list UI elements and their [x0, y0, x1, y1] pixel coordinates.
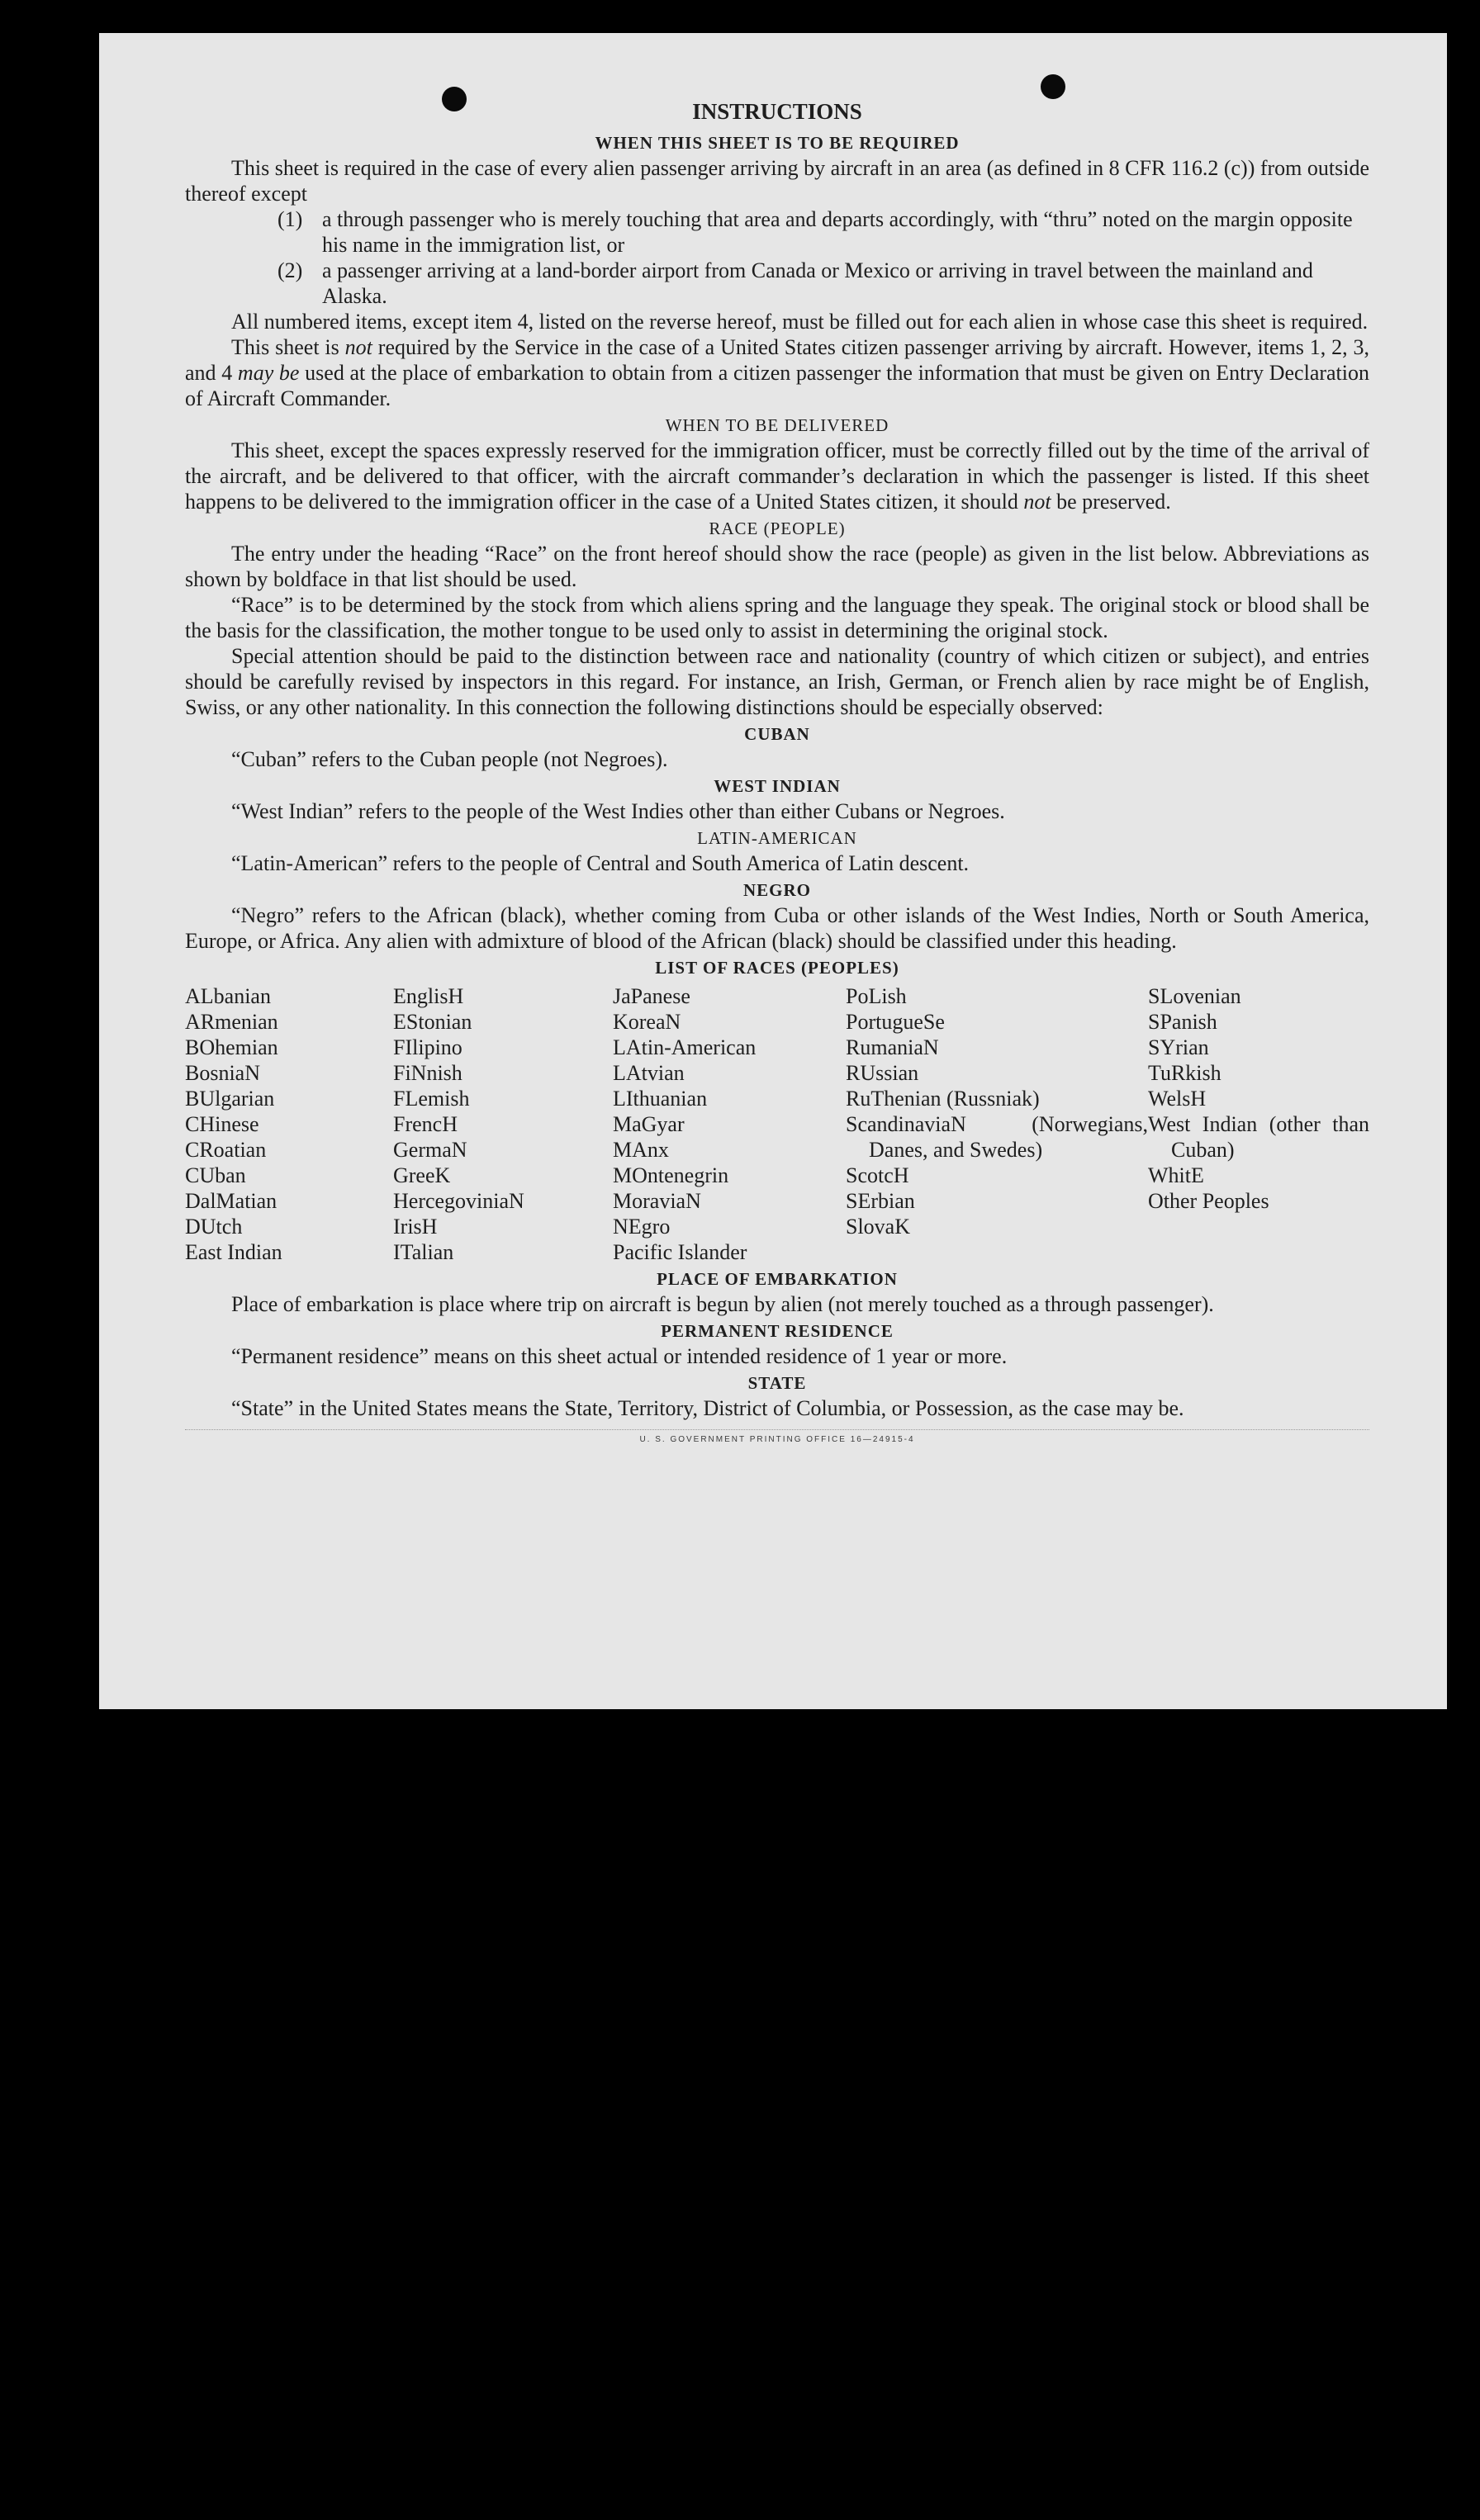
race-entry: MaGyar	[613, 1112, 685, 1136]
citizen-text-part: used at the place of embarkation to obtain from a citizen passenger the information that must be given on Entry Declaration of Aircraft Commander.	[185, 361, 1369, 410]
document-sheet	[99, 33, 1447, 1709]
race-entry: EStonian	[393, 1010, 472, 1034]
race-entry: FiNnish	[393, 1061, 462, 1085]
races-column	[1148, 983, 1369, 1265]
race-entry: TuRkish	[1148, 1061, 1221, 1085]
race-entry: RumaniaN	[846, 1035, 939, 1059]
race-entry: LAtvian	[613, 1061, 685, 1085]
when-required-intro: This sheet is required in the case of every alien passenger arriving by aircraft in an area (as defined in 8 CFR 116.2 (c)) from outside thereof except	[185, 156, 1369, 206]
race-entry: Other Peoples	[1148, 1189, 1269, 1213]
exception-item-2	[185, 258, 1369, 309]
race-entry: ITalian	[393, 1240, 454, 1264]
section-heading-when-delivered: WHEN TO BE DELIVERED	[665, 415, 889, 435]
race-entry: GreeK	[393, 1163, 451, 1187]
race-entry: MAnx	[613, 1138, 669, 1162]
section-latin-american	[185, 826, 1369, 876]
citizen-paragraph	[185, 334, 1369, 411]
west-indian-definition: “West Indian” refers to the people of the West Indies other than either Cubans or Negroes.	[231, 799, 1005, 823]
race-entry: ARmenian	[185, 1010, 278, 1034]
race-entry: Pacific Islander	[613, 1240, 747, 1264]
race-paragraph-2: “Race” is to be determined by the stock from which aliens spring and the language they speak. The original stock or blood shall be the basis for the classification, the mother tongue to be used only to assist in determining the original stock.	[185, 593, 1369, 642]
race-entry: DalMatian	[185, 1189, 278, 1213]
section-heading-negro: NEGRO	[742, 880, 811, 900]
race-entry: GermaN	[393, 1138, 467, 1162]
embarkation-definition: Place of embarkation is place where trip on aircraft is begun by alien (not merely touched as a through passenger).	[231, 1292, 1214, 1316]
race-entry: PoLish	[846, 984, 907, 1008]
race-entry: FLemish	[393, 1087, 470, 1111]
race-entry: EnglisH	[393, 984, 464, 1008]
race-entry: RuThenian (Russniak)	[846, 1087, 1040, 1111]
race-entry: FIlipino	[393, 1035, 462, 1059]
race-entry: KoreaN	[613, 1010, 681, 1034]
races-column	[185, 983, 393, 1265]
cuban-definition: “Cuban” refers to the Cuban people (not Negroes).	[231, 747, 668, 771]
section-state	[185, 1371, 1369, 1421]
races-column	[846, 983, 1148, 1265]
printer-footer: U. S. GOVERNMENT PRINTING OFFICE 16—24915-4	[185, 1429, 1369, 1444]
section-heading-permanent-residence: PERMANENT RESIDENCE	[661, 1321, 894, 1341]
race-entry: HercegoviniaN	[393, 1189, 524, 1213]
punch-hole-right	[1041, 74, 1065, 99]
race-paragraph-1: The entry under the heading “Race” on the front hereof should show the race (people) as given in the list below. Abbreviations as shown by boldface in that list should be used.	[185, 542, 1369, 591]
section-heading-embarkation: PLACE OF EMBARKATION	[657, 1269, 898, 1289]
section-when-required	[185, 130, 1369, 411]
section-heading-list-of-races: LIST OF RACES (PEOPLES)	[655, 958, 899, 978]
section-when-delivered	[185, 413, 1369, 514]
race-entry: PortugueSe	[846, 1010, 945, 1034]
exception-number: (1)	[278, 207, 303, 231]
race-entry: MoraviaN	[613, 1189, 701, 1213]
race-entry: BosniaN	[185, 1061, 260, 1085]
race-entry: SLovenian	[1148, 984, 1241, 1008]
section-race	[185, 516, 1369, 720]
race-entry: SErbian	[846, 1189, 915, 1213]
when-delivered-paragraph	[185, 438, 1369, 514]
race-entry: SPanish	[1148, 1010, 1217, 1034]
race-paragraph-3: Special attention should be paid to the distinction between race and nationality (country of which citizen or subject), and entries should be carefully revised by inspectors in this regard. For instance, an Irish, German, or French alien by race might be of English, Swiss, or any other nationality. In this connection the following distinctions should be especially observed:	[185, 644, 1369, 719]
race-entry: WelsH	[1148, 1087, 1207, 1111]
races-column	[393, 983, 613, 1265]
race-entry: IrisH	[393, 1215, 438, 1239]
section-cuban	[185, 722, 1369, 772]
race-entry: SYrian	[1148, 1035, 1209, 1059]
delivered-text-part: be preserved.	[1051, 490, 1171, 514]
race-entry: West Indian (other than Cuban)	[1148, 1112, 1369, 1162]
race-entry: ALbanian	[185, 984, 271, 1008]
race-entry: LIthuanian	[613, 1087, 708, 1111]
exception-item-1	[185, 206, 1369, 258]
punch-hole-left	[442, 87, 467, 111]
race-entry: ScandinaviaN (Norwegians, Danes, and Swedes)	[846, 1112, 1148, 1162]
citizen-text-part: This sheet is	[231, 335, 345, 359]
citizen-text-emphasis: may be	[237, 361, 300, 385]
race-entry: CRoatian	[185, 1138, 267, 1162]
race-entry: WhitE	[1148, 1163, 1204, 1187]
state-definition: “State” in the United States means the State, Territory, District of Columbia, or Possession, as the case may be.	[231, 1396, 1184, 1420]
race-entry: BOhemian	[185, 1035, 278, 1059]
race-entry: NEgro	[613, 1215, 671, 1239]
races-grid	[185, 983, 1369, 1265]
race-entry: MOntenegrin	[613, 1163, 729, 1187]
race-entry: East Indian	[185, 1240, 282, 1264]
delivered-text-emphasis: not	[1023, 490, 1051, 514]
race-entry: SlovaK	[846, 1215, 910, 1239]
race-entry: CUban	[185, 1163, 246, 1187]
section-negro	[185, 878, 1369, 954]
race-entry: RUssian	[846, 1061, 919, 1085]
section-permanent-residence	[185, 1319, 1369, 1369]
negro-definition: “Negro” refers to the African (black), whether coming from Cuba or other islands of the West Indies, North or South America, Europe, or Africa. Any alien with admixture of blood of the African (black) should be classified under this heading.	[185, 903, 1369, 953]
section-embarkation	[185, 1267, 1369, 1317]
race-entry: ScotcH	[846, 1163, 909, 1187]
race-entry: BUlgarian	[185, 1087, 275, 1111]
page-title: INSTRUCTIONS	[692, 99, 862, 124]
section-list-of-races	[185, 955, 1369, 1265]
permanent-residence-definition: “Permanent residence” means on this sheet actual or intended residence of 1 year or more.	[231, 1344, 1008, 1368]
section-heading-race: RACE (PEOPLE)	[709, 519, 846, 538]
numbered-items-paragraph: All numbered items, except item 4, listed on the reverse hereof, must be filled out for each alien in whose case this sheet is required.	[231, 310, 1369, 334]
exception-text: a through passenger who is merely touching that area and departs accordingly, with “thru” noted on the margin opposite his name in the immigration list, or	[322, 207, 1353, 257]
citizen-text-part: required by the Service in the case of a United States citizen passenger arriving by aircraft. However, items 1, 2, 3, and 4	[185, 335, 1369, 385]
delivered-text-part: This sheet, except the spaces expressly reserved for the immigration officer, must be correctly filled out by the time of the arrival of the aircraft, and be delivered to that officer, with the aircraft commander’s declaration in which the passenger is listed. If this sheet happens to be delivered to the immigration officer in the case of a United States citizen, it should	[185, 438, 1369, 514]
latin-american-definition: “Latin-American” refers to the people of Central and South America of Latin descent.	[231, 851, 970, 875]
exception-number: (2)	[278, 258, 303, 282]
exception-text: a passenger arriving at a land-border airport from Canada or Mexico or arriving in travel between the mainland and Alaska.	[322, 258, 1313, 308]
section-west-indian	[185, 774, 1369, 824]
section-heading-west-indian: WEST INDIAN	[714, 776, 841, 796]
races-column	[613, 983, 846, 1265]
section-heading-state: STATE	[747, 1373, 807, 1393]
race-entry: FrencH	[393, 1112, 458, 1136]
race-entry: CHinese	[185, 1112, 259, 1136]
section-heading-when-required: WHEN THIS SHEET IS TO BE REQUIRED	[595, 133, 960, 153]
citizen-text-emphasis: not	[344, 335, 372, 359]
section-heading-cuban: CUBAN	[744, 724, 810, 744]
race-entry: DUtch	[185, 1215, 243, 1239]
section-heading-latin-american: LATIN-AMERICAN	[697, 828, 857, 848]
race-entry: JaPanese	[613, 984, 690, 1008]
race-entry: LAtin-American	[613, 1035, 757, 1059]
